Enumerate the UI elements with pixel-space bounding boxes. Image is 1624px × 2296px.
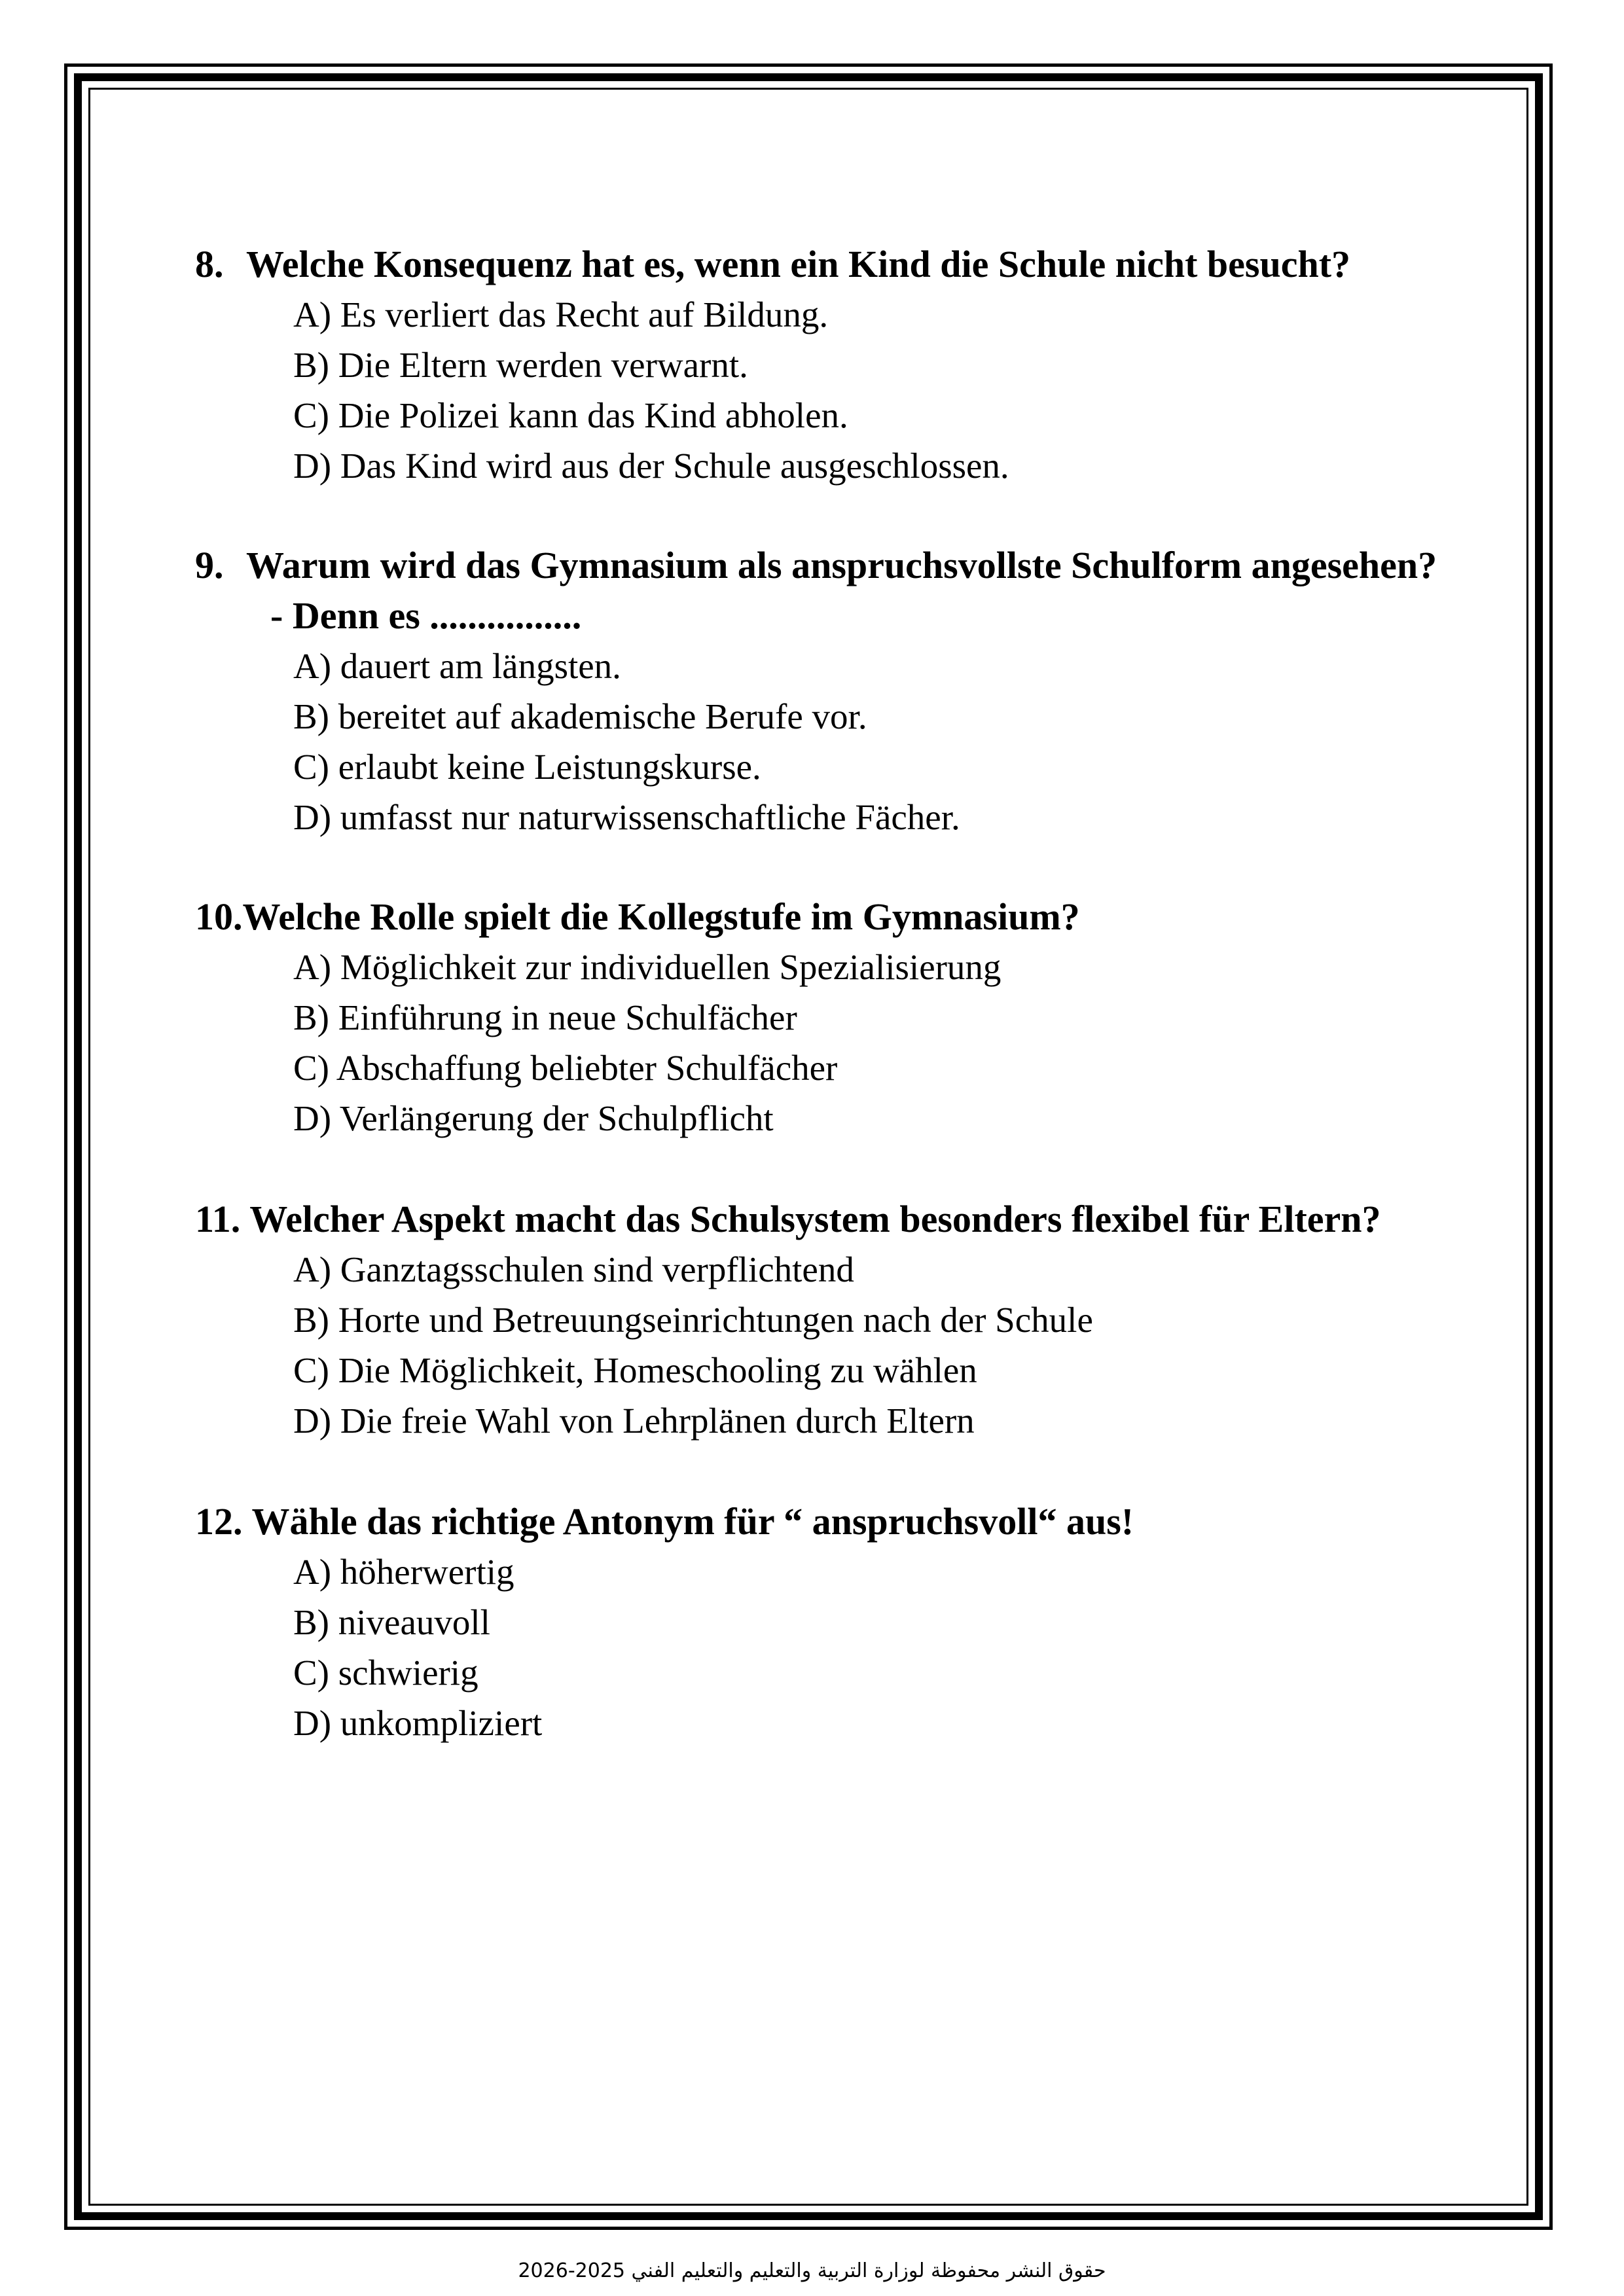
question-text: Warum wird das Gymnasium als anspruchsvollste Schulform angesehen? <box>246 544 1437 586</box>
answer-option-a[interactable]: A) Ganztagsschulen sind verpflichtend <box>293 1249 854 1289</box>
answer-option-a[interactable]: A) dauert am längsten. <box>293 646 621 686</box>
answer-option-b[interactable]: B) Einführung in neue Schulfächer <box>293 997 797 1037</box>
answer-option-d[interactable]: D) umfasst nur naturwissenschaftliche Fächer. <box>293 797 960 837</box>
question-text: Welche Rolle spielt die Kollegstufe im Gymnasium? <box>242 895 1080 938</box>
answer-option-c[interactable]: C) Abschaffung beliebter Schulfächer <box>293 1048 838 1088</box>
question-stem <box>195 1194 1478 1244</box>
question-stem <box>195 540 1478 590</box>
answer-option-a[interactable]: A) Es verliert das Recht auf Bildung. <box>293 295 829 334</box>
question-number: 8. <box>195 243 224 285</box>
question-number: 12. <box>195 1500 243 1543</box>
question-prompt-line: - Denn es ................ <box>270 594 582 637</box>
answer-option-c[interactable]: C) schwierig <box>293 1653 478 1693</box>
answer-option-d[interactable]: D) Die freie Wahl von Lehrplänen durch Eltern <box>293 1401 975 1441</box>
question-stem <box>195 891 1478 942</box>
question-12 <box>195 1496 1478 1748</box>
answer-option-b[interactable]: B) Die Eltern werden verwarnt. <box>293 345 748 385</box>
answer-options <box>195 641 1478 842</box>
answer-options <box>195 289 1478 491</box>
answer-option-c[interactable]: C) Die Polizei kann das Kind abholen. <box>293 395 848 435</box>
copyright-footer: حقوق النشر محفوظة لوزارة التربية والتعليم والتعليم الفني 2025-2026 <box>518 2259 1106 2282</box>
answer-option-b[interactable]: B) Horte und Betreuungseinrichtungen nach der Schule <box>293 1300 1093 1340</box>
answer-option-a[interactable]: A) Möglichkeit zur individuellen Spezialisierung <box>293 947 1001 987</box>
answer-options <box>195 1244 1478 1446</box>
answer-option-a[interactable]: A) höherwertig <box>293 1552 514 1592</box>
question-11 <box>195 1194 1478 1446</box>
question-9 <box>195 540 1478 842</box>
answer-option-d[interactable]: D) Das Kind wird aus der Schule ausgeschlossen. <box>293 446 1009 486</box>
answer-options <box>195 1547 1478 1748</box>
answer-option-c[interactable]: C) erlaubt keine Leistungskurse. <box>293 747 761 787</box>
question-text: Wähle das richtige Antonym für “ anspruchsvoll“ aus! <box>251 1500 1134 1543</box>
question-10 <box>195 891 1478 1143</box>
question-number: 10. <box>195 895 243 938</box>
question-stem <box>195 1496 1478 1547</box>
answer-option-b[interactable]: B) bereitet auf akademische Berufe vor. <box>293 696 867 736</box>
answer-option-d[interactable]: D) Verlängerung der Schulpflicht <box>293 1098 774 1138</box>
question-number: 9. <box>195 544 224 586</box>
answer-option-d[interactable]: D) unkompliziert <box>293 1703 543 1743</box>
question-stem <box>195 239 1478 289</box>
question-8 <box>195 239 1478 491</box>
answer-options <box>195 942 1478 1143</box>
answer-option-b[interactable]: B) niveauvoll <box>293 1602 490 1642</box>
question-text: Welche Konsequenz hat es, wenn ein Kind die Schule nicht besucht? <box>246 243 1351 285</box>
question-text: Welcher Aspekt macht das Schulsystem besonders flexibel für Eltern? <box>249 1198 1381 1240</box>
question-number: 11. <box>195 1198 241 1240</box>
answer-option-c[interactable]: C) Die Möglichkeit, Homeschooling zu wählen <box>293 1350 977 1390</box>
